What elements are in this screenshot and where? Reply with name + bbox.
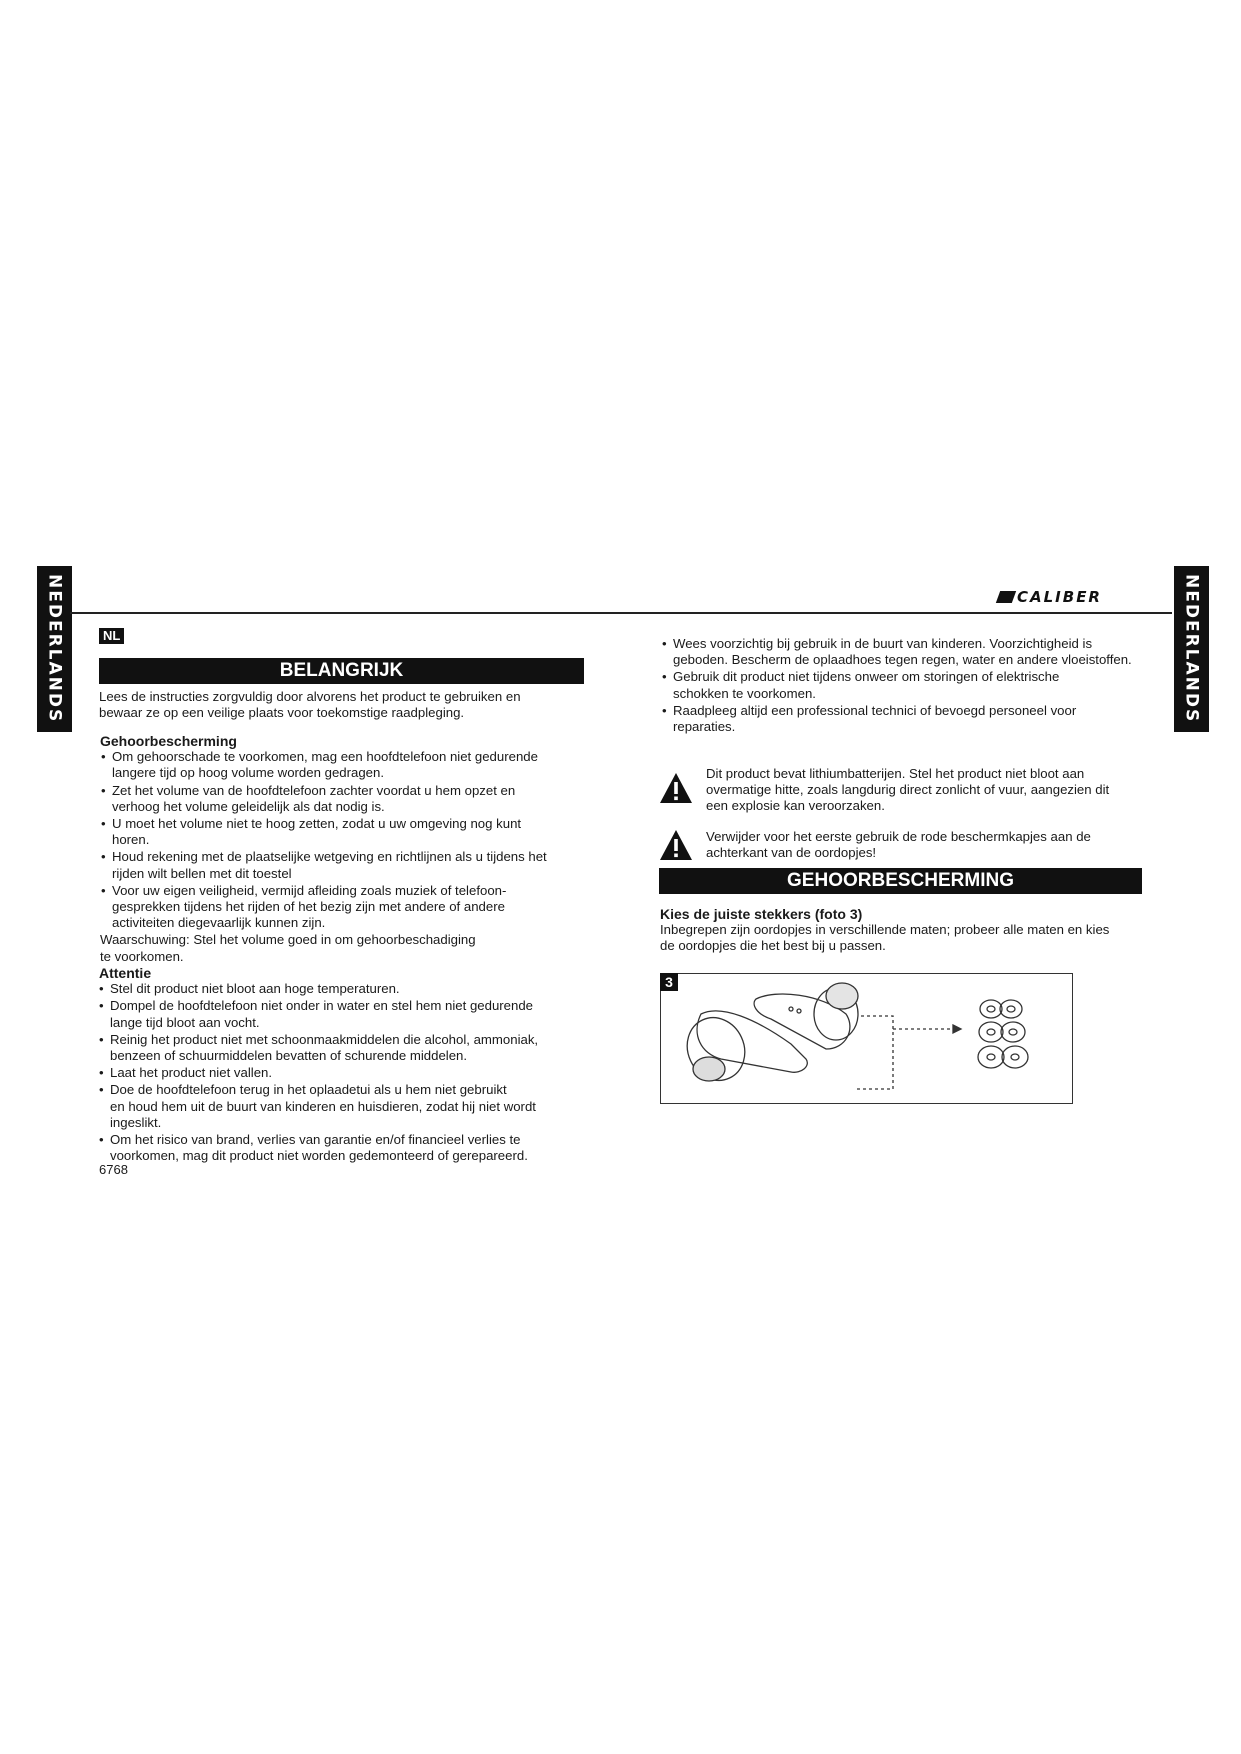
right-list-section bbox=[662, 636, 1162, 736]
ear-tips-text: de oordopjes die het best bij u passen. bbox=[660, 938, 886, 954]
attention-heading: Attentie bbox=[99, 965, 152, 981]
list-item: • Om gehoorschade te voorkomen, mag een hoofdtelefoon niet gedurende langere tijd op hoog volume worden gedragen. bbox=[101, 749, 600, 781]
attention-section bbox=[99, 965, 599, 1165]
attention-list bbox=[99, 981, 599, 1164]
figure-number: 3 bbox=[660, 973, 678, 991]
list-item: • U moet het volume niet te hoog zetten, zodat u uw omgeving nog kunt horen. bbox=[101, 816, 600, 848]
figure-3 bbox=[660, 973, 1073, 1104]
section-title-gehoorbescherming: GEHOORBESCHERMING bbox=[659, 868, 1142, 894]
list-item: • Wees voorzichtig bij gebruik in de buurt van kinderen. Voorzichtigheid is geboden. Bescherm de oplaadhoes tegen regen, water en andere vloeistoffen. bbox=[662, 636, 1162, 668]
warning-caps-text: Verwijder voor het eerste gebruik de rode beschermkapjes aan de achterkant van de oordopjes! bbox=[706, 829, 1091, 861]
list-item: • Laat het product niet vallen. bbox=[99, 1065, 599, 1081]
right-list bbox=[662, 636, 1162, 735]
hearing-section bbox=[100, 733, 600, 965]
list-item: • Dompel de hoofdtelefoon niet onder in water en stel hem niet gedurende lange tijd bloot aan vocht. bbox=[99, 998, 599, 1030]
warning-triangle-icon bbox=[659, 829, 693, 861]
warning-triangle-icon bbox=[659, 772, 693, 804]
list-item: • Doe de hoofdtelefoon terug in het oplaadetui als u hem niet gebruikt en houd hem uit de buurt van kinderen en huisdieren, zodat hij niet wordt ingeslikt. bbox=[99, 1082, 599, 1131]
hearing-warning: te voorkomen. bbox=[100, 948, 184, 964]
language-badge: NL bbox=[99, 628, 124, 644]
list-item: • Om het risico van brand, verlies van garantie en/of financieel verlies te voorkomen, mag dit product niet worden gedemonteerd of gerepareerd. bbox=[99, 1132, 599, 1164]
list-item: • Zet het volume van de hoofdtelefoon zachter voordat u hem opzet en verhoog het volume geleidelijk als dat nodig is. bbox=[101, 783, 600, 815]
page-number: 6768 bbox=[99, 1162, 128, 1177]
warning-battery-text: Dit product bevat lithiumbatterijen. Stel het product niet bloot aan overmatige hitte, zoals langdurig direct zonlicht of vuur, aangezien dit een explosie kan veroorzaken. bbox=[706, 766, 1110, 814]
side-tab-label: NEDERLANDS bbox=[1181, 574, 1202, 724]
hearing-warning: Waarschuwing: Stel het volume goed in om gehoorbeschadiging bbox=[100, 932, 476, 948]
list-item: • Gebruik dit product niet tijdens onweer om storingen of elektrische schokken te voorkomen. bbox=[662, 669, 1162, 701]
brand-logo bbox=[998, 588, 1102, 606]
header-rule bbox=[70, 612, 1172, 614]
hearing-list bbox=[101, 749, 600, 931]
brand-name: CALIBER bbox=[1017, 588, 1102, 606]
intro-line: bewaar ze op een veilige plaats voor toekomstige raadpleging. bbox=[99, 705, 465, 721]
side-tab-label: NEDERLANDS bbox=[44, 574, 65, 724]
ear-tips-heading: Kies de juiste stekkers (foto 3) bbox=[660, 906, 863, 922]
section-title-belangrijk: BELANGRIJK bbox=[99, 658, 584, 684]
intro-text bbox=[99, 689, 599, 721]
caliber-logo-mark bbox=[996, 591, 1016, 603]
list-item: • Raadpleeg altijd een professional technici of bevoegd personeel voor reparaties. bbox=[662, 703, 1162, 735]
earbud-illustration bbox=[661, 974, 1072, 1103]
side-tab-right bbox=[1174, 566, 1209, 732]
list-item: • Voor uw eigen veiligheid, vermijd afleiding zoals muziek of telefoon- gesprekken tijdens het rijden of het bezig zijn met andere of andere activiteiten diegevaarlijk kunnen zijn. bbox=[101, 883, 600, 932]
side-tab-left bbox=[37, 566, 72, 732]
ear-tips-text: Inbegrepen zijn oordopjes in verschillende maten; probeer alle maten en kies bbox=[660, 922, 1110, 938]
list-item: • Houd rekening met de plaatselijke wetgeving en richtlijnen als u tijdens het rijden wilt bellen met dit toestel bbox=[101, 849, 600, 881]
list-item: • Reinig het product niet met schoonmaakmiddelen die alcohol, ammoniak, benzeen of schuurmiddelen bevatten of schurende middelen. bbox=[99, 1032, 599, 1064]
intro-line: Lees de instructies zorgvuldig door alvorens het product te gebruiken en bbox=[99, 689, 521, 704]
list-item: • Stel dit product niet bloot aan hoge temperaturen. bbox=[99, 981, 599, 997]
ear-tips-section bbox=[660, 906, 1160, 955]
hearing-heading: Gehoorbescherming bbox=[100, 733, 237, 749]
